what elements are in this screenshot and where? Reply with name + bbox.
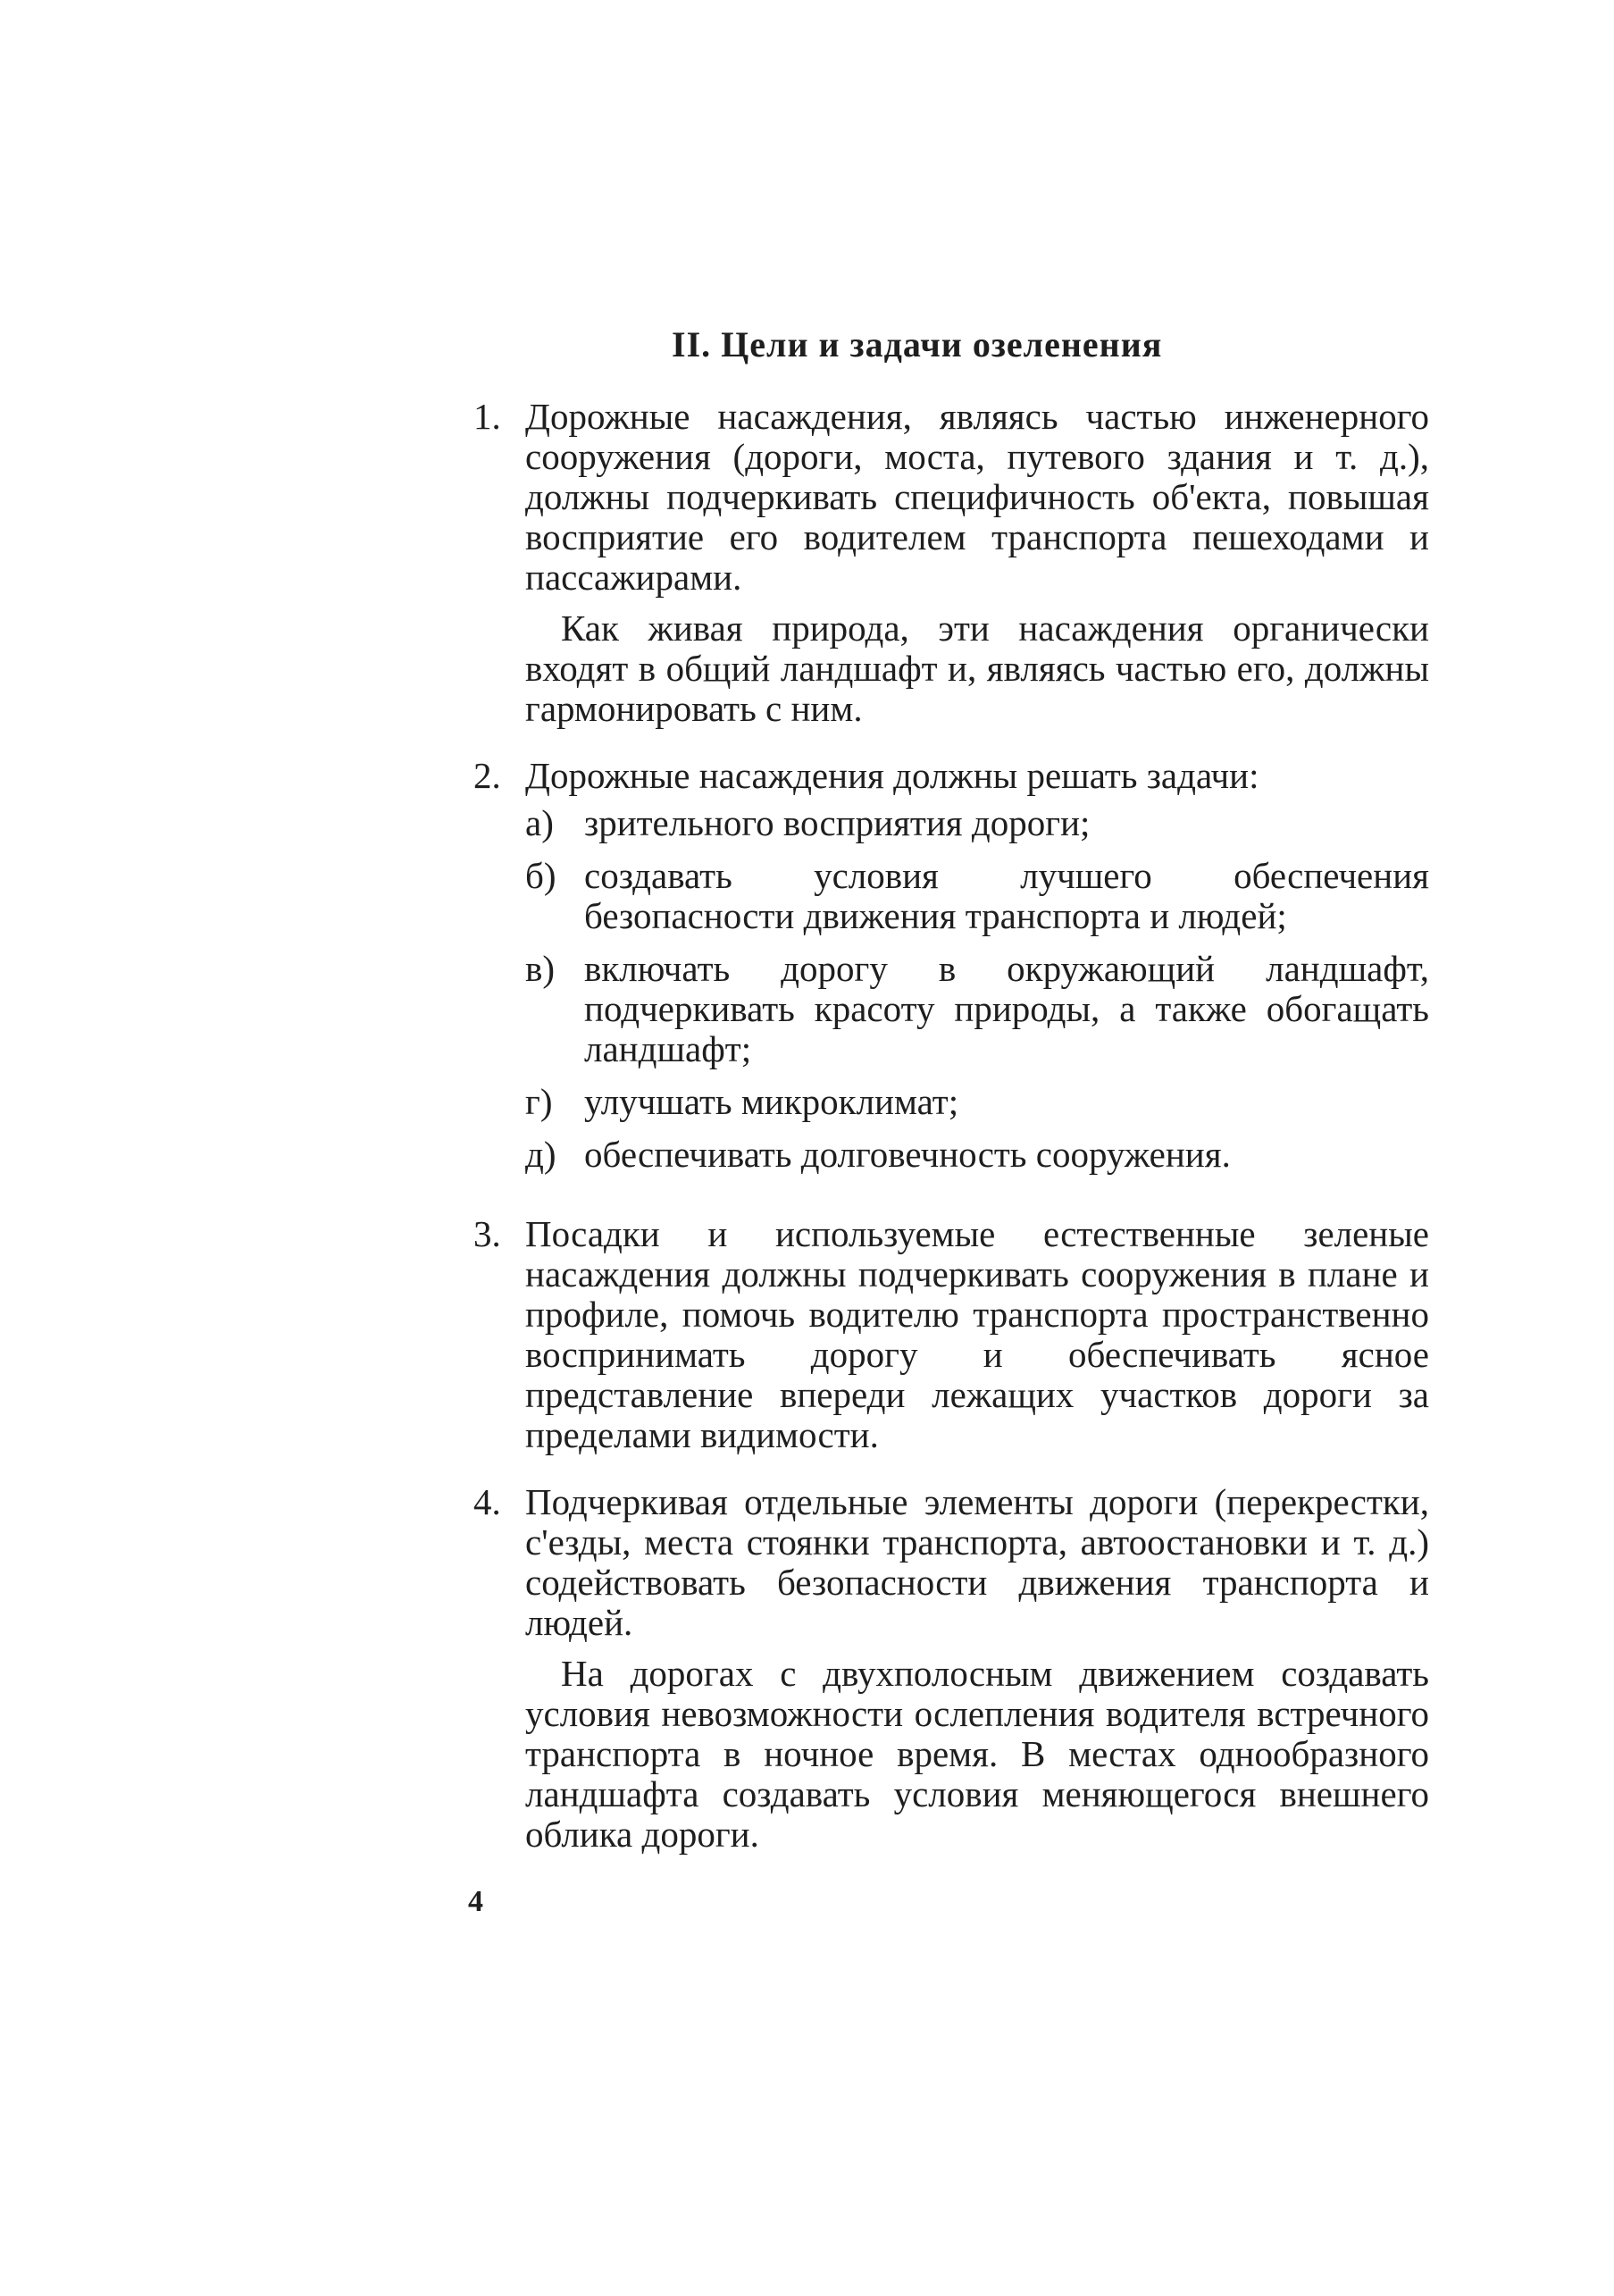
sub-item-text: включать дорогу в окружающий ландшафт, подчеркивать красоту природы, а также обогащать ландшафт; — [584, 948, 1429, 1069]
sub-item — [525, 1082, 1429, 1122]
paragraph: Дорожные насаждения должны решать задачи: — [525, 755, 1259, 796]
sub-item — [525, 949, 1429, 1069]
sub-item-text: создавать условия лучшего обеспечения безопасности движения транспорта и людей; — [584, 855, 1429, 936]
paragraph: Подчеркивая отдельные элементы дороги (перекрестки, с'езды, места стоянки транспорта, автоостановки и т. д.) содействовать безопасности движения транспорта и людей. — [525, 1481, 1429, 1643]
sub-item — [525, 856, 1429, 936]
sub-item-letter: г) — [525, 1081, 553, 1122]
sub-item-text: зрительного восприятия дороги; — [584, 802, 1091, 843]
page-number: 4 — [468, 1885, 483, 1918]
sub-item-letter: б) — [525, 855, 556, 896]
list-item-3 — [473, 1214, 1429, 1455]
sub-item-letter: в) — [525, 948, 556, 989]
sub-item — [525, 1135, 1429, 1175]
list-item-4 — [473, 1482, 1429, 1855]
paragraph: Как живая природа, эти насаждения органически входят в общий ландшафт и, являясь частью его, должны гармонировать с ним. — [525, 608, 1429, 729]
item-body — [525, 756, 1429, 1187]
item-number: 3. — [473, 1213, 501, 1254]
item-body — [525, 1214, 1429, 1455]
paragraph: Посадки и используемые естественные зеленые насаждения должны подчеркивать сооружения в плане и профиле, помочь водителю транспорта пространственно воспринимать дорогу и обеспечивать ясное представление впереди лежащих участков дороги за пределами видимости. — [525, 1213, 1429, 1455]
sub-item-text: улучшать микроклимат; — [584, 1081, 959, 1122]
section-heading: II. Цели и задачи озеленения — [672, 324, 1163, 365]
sub-item-text: обеспечивать долговечность сооружения. — [584, 1134, 1231, 1175]
item-body — [525, 1482, 1429, 1855]
section-content — [473, 397, 1429, 1881]
list-item-1 — [473, 397, 1429, 729]
item-number: 2. — [473, 755, 501, 796]
sub-item-letter: а) — [525, 802, 554, 843]
sub-item — [525, 803, 1429, 843]
item-number: 1. — [473, 396, 501, 437]
paragraph: На дорогах с двухполосным движением создавать условия невозможности ослепления водителя встречного транспорта в ночное время. В местах однообразного ландшафта создавать условия меняющегося внешнего облика дороги. — [525, 1653, 1429, 1855]
item-body — [525, 397, 1429, 729]
list-item-2 — [473, 756, 1429, 1187]
item-number: 4. — [473, 1481, 501, 1522]
sub-item-letter: д) — [525, 1134, 556, 1175]
paragraph: Дорожные насаждения, являясь частью инженерного сооружения (дороги, моста, путевого здания и т. д.), должны подчеркивать специфичность об'екта, повышая восприятие его водителем транспорта пешеходами и пассажирами. — [525, 396, 1429, 598]
